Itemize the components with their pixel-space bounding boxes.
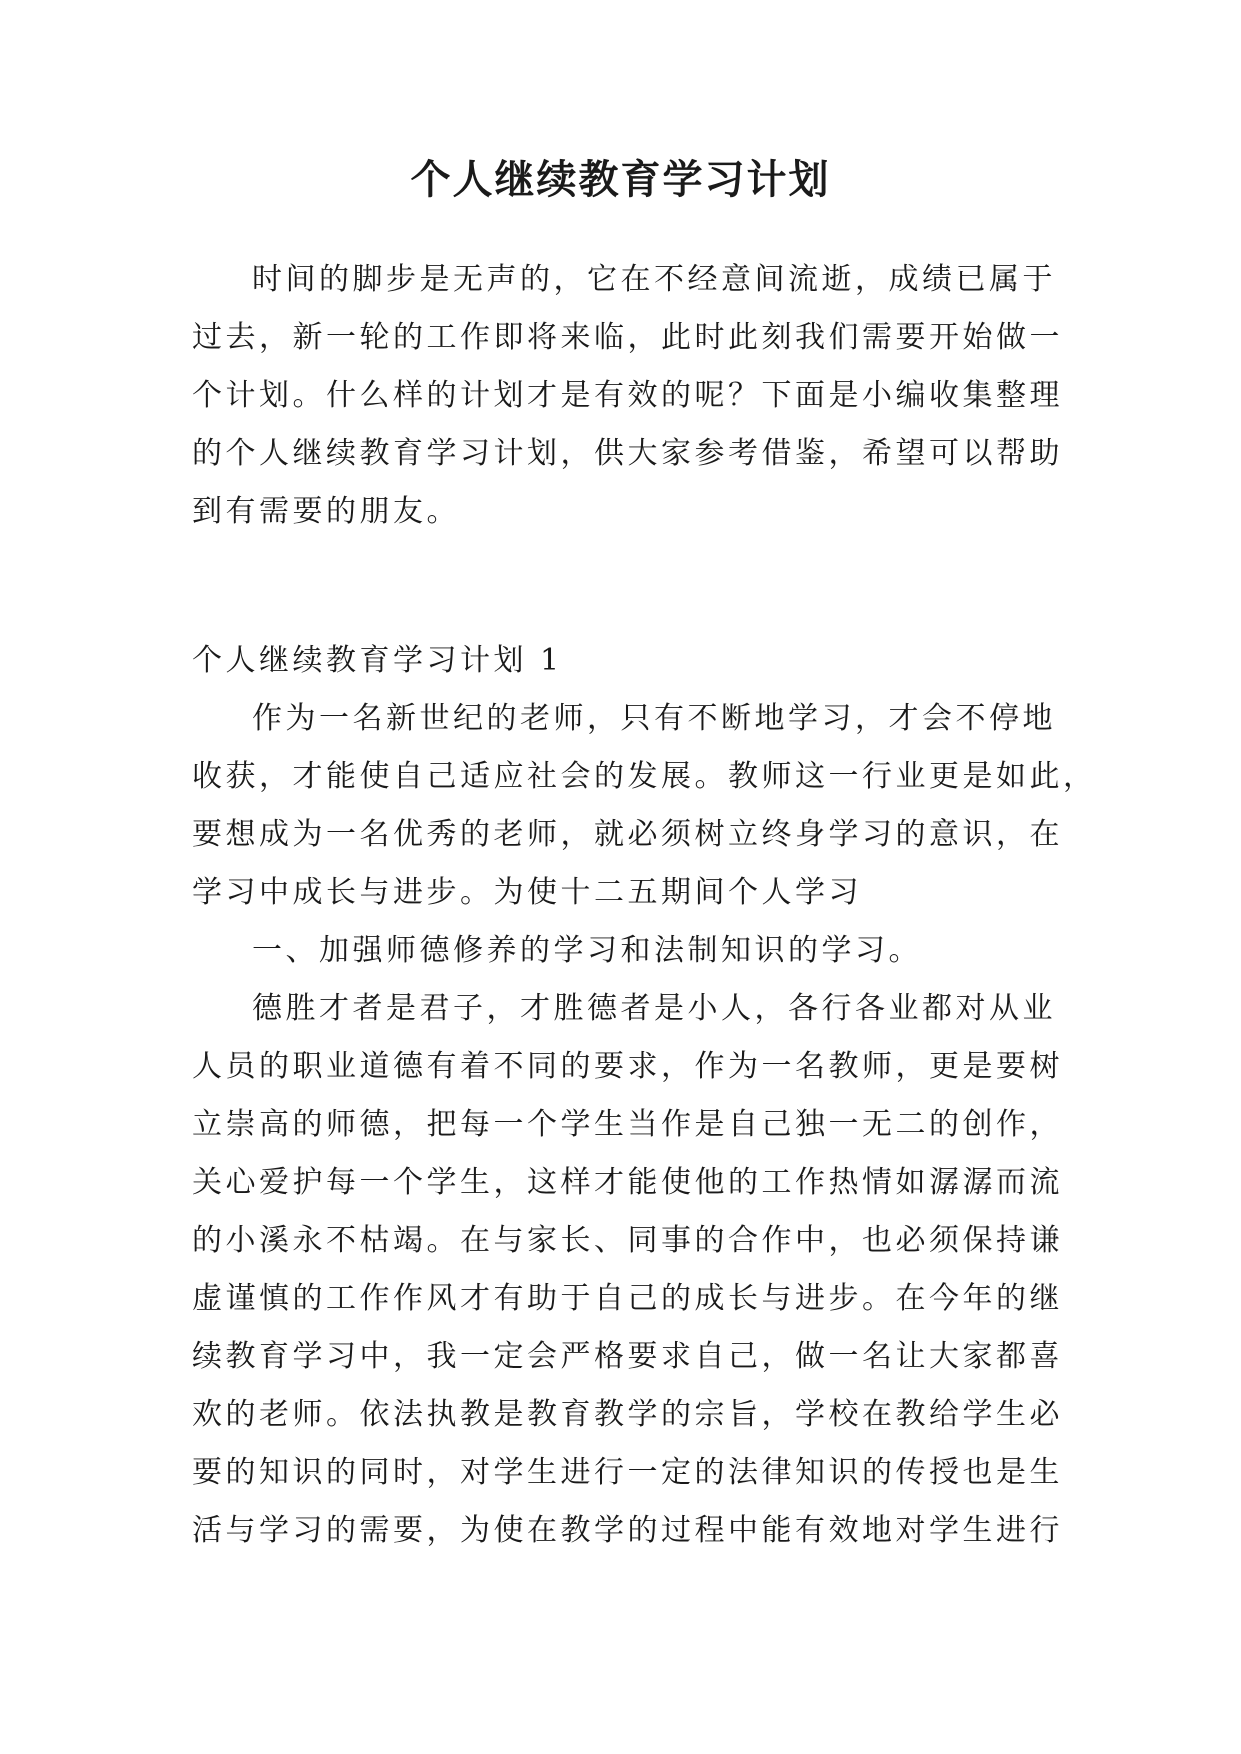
paragraph-line: 德胜才者是君子，才胜德者是小人，各行各业都对从业 [252, 991, 1056, 1026]
paragraph-line: 欢的老师。依法执教是教育教学的宗旨，学校在教给学生必 [192, 1397, 1063, 1432]
paragraph-line: 学习中成长与进步。为使十二五期间个人学习 [192, 875, 862, 910]
paragraph-line: 要的知识的同时，对学生进行一定的法律知识的传授也是生 [192, 1455, 1063, 1490]
paragraph-line: 续教育学习中，我一定会严格要求自己，做一名让大家都喜 [192, 1339, 1063, 1374]
intro-paragraph [192, 251, 1063, 541]
list-item-1 [192, 922, 1050, 980]
intro-line: 到有需要的朋友。 [192, 494, 460, 529]
paragraph-line: 收获，才能使自己适应社会的发展。教师这一行业更是如此， [192, 759, 1097, 794]
list-item-text: 一、加强师德修养的学习和法制知识的学习。 [252, 933, 922, 968]
document-title: 个人继续教育学习计划 [410, 156, 831, 203]
paragraph-line: 的小溪永不枯竭。在与家长、同事的合作中，也必须保持谦 [192, 1223, 1063, 1258]
paragraph-line: 作为一名新世纪的老师，只有不断地学习，才会不停地 [252, 701, 1056, 736]
paragraph-line: 要想成为一名优秀的老师，就必须树立终身学习的意识，在 [192, 817, 1063, 852]
paragraph-2 [192, 980, 1063, 1560]
paragraph-line: 人员的职业道德有着不同的要求，作为一名教师，更是要树 [192, 1049, 1063, 1084]
paragraph-1 [192, 690, 1097, 922]
paragraph-line: 虚谨慎的工作作风才有助于自己的成长与进步。在今年的继 [192, 1281, 1063, 1316]
intro-line: 个计划。什么样的计划才是有效的呢？下面是小编收集整理 [192, 378, 1063, 413]
intro-line: 时间的脚步是无声的，它在不经意间流逝，成绩已属于 [252, 262, 1056, 297]
section-heading-text: 个人继续教育学习计划 1 [192, 643, 563, 678]
paragraph-line: 立崇高的师德，把每一个学生当作是自己独一无二的创作， [192, 1107, 1063, 1142]
paragraph-line: 活与学习的需要，为使在教学的过程中能有效地对学生进行 [192, 1513, 1063, 1548]
intro-line: 过去，新一轮的工作即将来临，此时此刻我们需要开始做一 [192, 320, 1063, 355]
section-heading [192, 632, 1050, 690]
paragraph-line: 关心爱护每一个学生，这样才能使他的工作热情如潺潺而流 [192, 1165, 1063, 1200]
intro-line: 的个人继续教育学习计划，供大家参考借鉴，希望可以帮助 [192, 436, 1063, 471]
